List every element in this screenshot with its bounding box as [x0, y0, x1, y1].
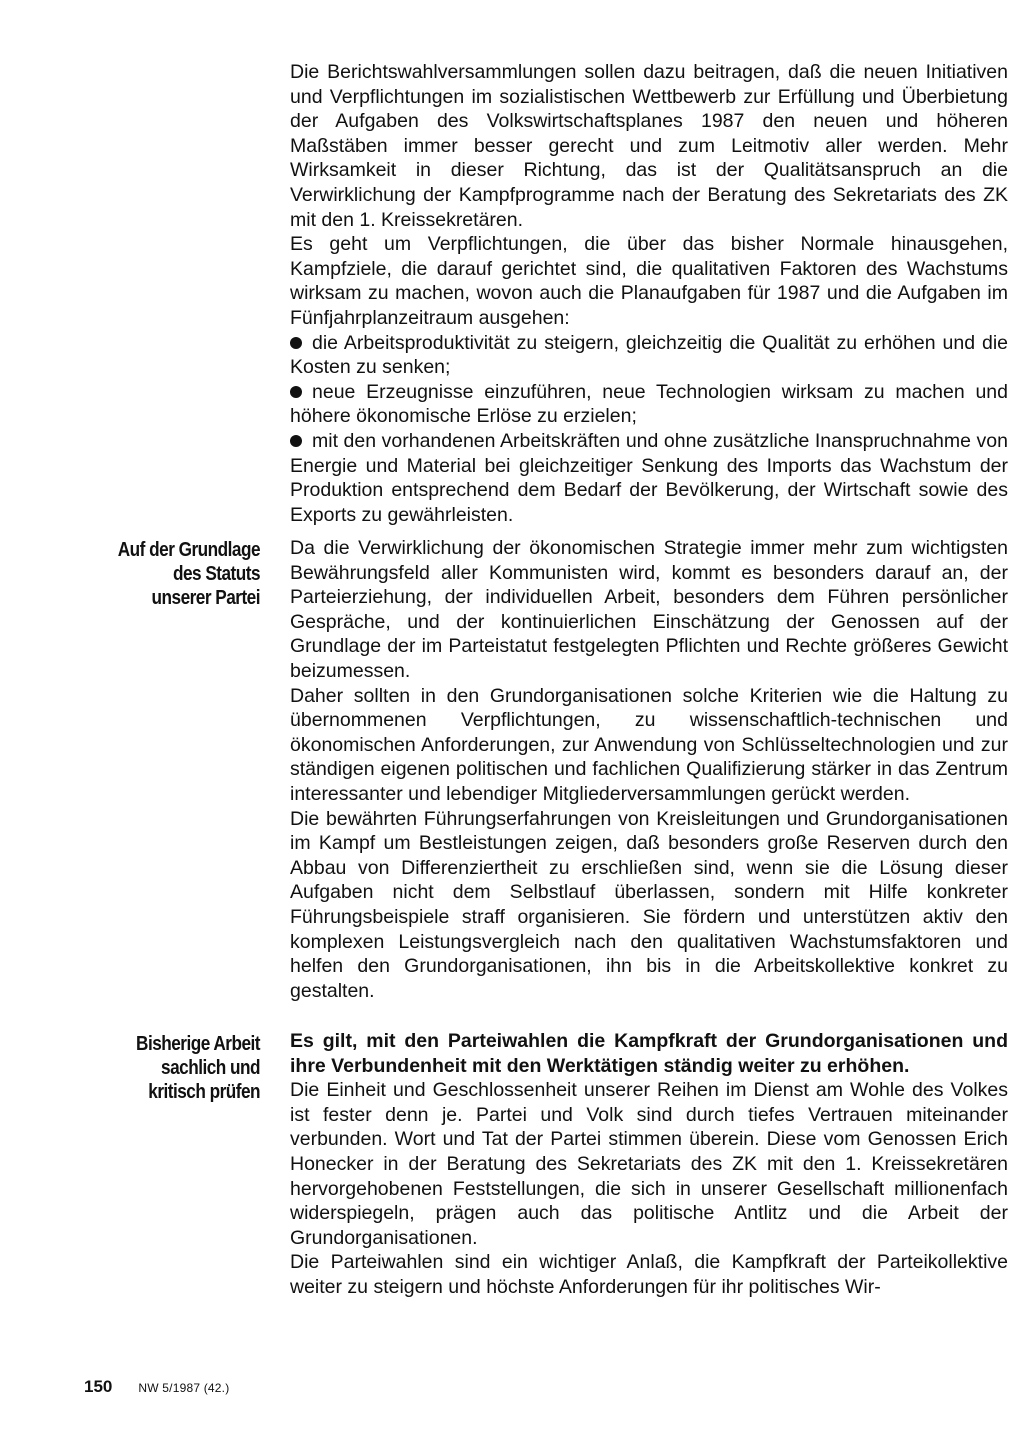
- paragraph: Die Einheit und Geschlossenheit unserer Reihen im Dienst am Wohle des Volkes ist fester denn je. Partei und Volk sind durch tiefes Vertrauen miteinander verbunden. Wort und Tat der Partei stimmen überein. Diese vom Genossen Erich Honecker in der Beratung des Sekretariats des ZK mit den 1. Kreissekretären hervorgehobenen Feststellungen, die sich in unserer Gesellschaft millionenfach widerspiegeln, prägen auch das politische Antlitz und die Arbeit der Grundorganisationen.: [290, 1079, 1008, 1249]
- section-2: [290, 536, 1008, 1003]
- side-heading-line: kritisch prüfen: [148, 1081, 260, 1103]
- side-heading-line: Auf der Grundlage: [117, 539, 260, 561]
- side-heading-line: Bisherige Arbeit: [136, 1033, 260, 1055]
- paragraph: Da die Verwirklichung der ökonomischen Strategie immer mehr zum wichtigsten Bewährungsfeld aller Kommunisten wird, kommt es besonders darauf an, der Parteierziehung, der individuellen Arbeit, besonders dem Führen persönlicher Gespräche, und der kontinuierlichen Einschätzung der Genossen auf der Grundlage der im Parteistatut festgelegten Pflichten und Rechte größeres Gewicht beizumessen.: [290, 537, 1008, 682]
- paragraph: Die Parteiwahlen sind ein wichtiger Anlaß, die Kampfkraft der Parteikollektive weiter zu steigern und höchste Anforderungen für ihr politisches Wir-: [290, 1251, 1008, 1298]
- bullet-text: mit den vorhandenen Arbeitskräften und ohne zusätzliche Inanspruchnahme von Energie und Material bei gleichzeitiger Senkung des Imports das Wachstum der Produktion entsprechend dem Bedarf der Bevölkerung, der Wirtschaft sowie des Exports zu gewährleisten.: [290, 429, 1008, 526]
- bullet-text: die Arbeitsproduktivität zu steigern, gleichzeitig die Qualität zu erhöhen und die Kosten zu senken;: [290, 331, 1008, 379]
- bullet-item: [290, 331, 1008, 380]
- bullet-icon: [290, 337, 302, 349]
- side-heading-statuts: [54, 538, 260, 610]
- issue-label: NW 5/1987 (42.): [138, 1381, 230, 1395]
- section-1: [290, 60, 1008, 527]
- side-heading-line: unserer Partei: [151, 587, 260, 609]
- bullet-text: neue Erzeugnisse einzuführen, neue Technologien wirksam zu machen und höhere ökonomische Erlöse zu erzielen;: [290, 380, 1008, 428]
- paragraph: Daher sollten in den Grundorganisationen solche Kriterien wie die Haltung zu übernommenen Verpflichtungen, zu wissenschaftlich-technischen und ökonomischen Anforderungen, zur Anwendung von Schlüsseltechnologien und zur ständigen eigenen politischen und fachlichen Qualifizierung stärker in das Zentrum interessanter und lebendiger Mitgliederversammlungen gerückt werden.: [290, 684, 1008, 805]
- paragraph: Es geht um Verpflichtungen, die über das bisher Normale hinausgehen, Kampfziele, die darauf gerichtet sind, die qualitativen Faktoren des Wachstums wirksam zu machen, wovon auch die Planaufgaben für 1987 und die Aufgaben im Fünfjahrplanzeitraum ausgehen:: [290, 233, 1008, 329]
- bullet-icon: [290, 435, 302, 447]
- paragraph: Die Berichtswahlversammlungen sollen dazu beitragen, daß die neuen Initiativen und Verpflichtungen im sozialistischen Wettbewerb zur Erfüllung und Überbietung der Aufgaben des Volkswirtschaftsplanes 1987 den neuen und höheren Maßstäben immer besser gerecht und zum Leitmotiv aller werden. Mehr Wirksamkeit in dieser Richtung, das ist der Qualitätsanspruch an die Verwirklichung der Kampfprogramme nach der Beratung des Sekretariats des ZK mit den 1. Kreissekretären.: [290, 61, 1008, 231]
- section-3: [290, 1029, 1008, 1300]
- bullet-item: [290, 380, 1008, 429]
- side-heading-line: sachlich und: [161, 1057, 260, 1079]
- side-heading-line: des Statuts: [172, 563, 260, 585]
- bullet-item: [290, 429, 1008, 527]
- bullet-icon: [290, 386, 302, 398]
- lead-paragraph: Es gilt, mit den Parteiwahlen die Kampfkraft der Grundorganisationen und ihre Verbundenheit mit den Werktätigen ständig weiter zu erhöhen.: [290, 1030, 1008, 1077]
- page-footer: [84, 1377, 229, 1397]
- paragraph: Die bewährten Führungserfahrungen von Kreisleitungen und Grundorganisationen im Kampf um Bestleistungen zeigen, daß besonders große Reserven durch den Abbau von Differenziertheit zu erschließen sind, wenn sie die Lösung dieser Aufgaben nicht dem Selbstlauf überlassen, sondern mit Hilfe konkreter Führungsbeispiele straff organisieren. Sie fördern und unterstützen aktiv den komplexen Leistungsvergleich nach den qualitativen Wachstumsfaktoren und helfen den Grundorganisationen, ihn bis in die Arbeitskollektive konkret zu gestalten.: [290, 807, 1008, 1002]
- side-heading-arbeit: [54, 1032, 260, 1104]
- page-number: 150: [84, 1377, 113, 1396]
